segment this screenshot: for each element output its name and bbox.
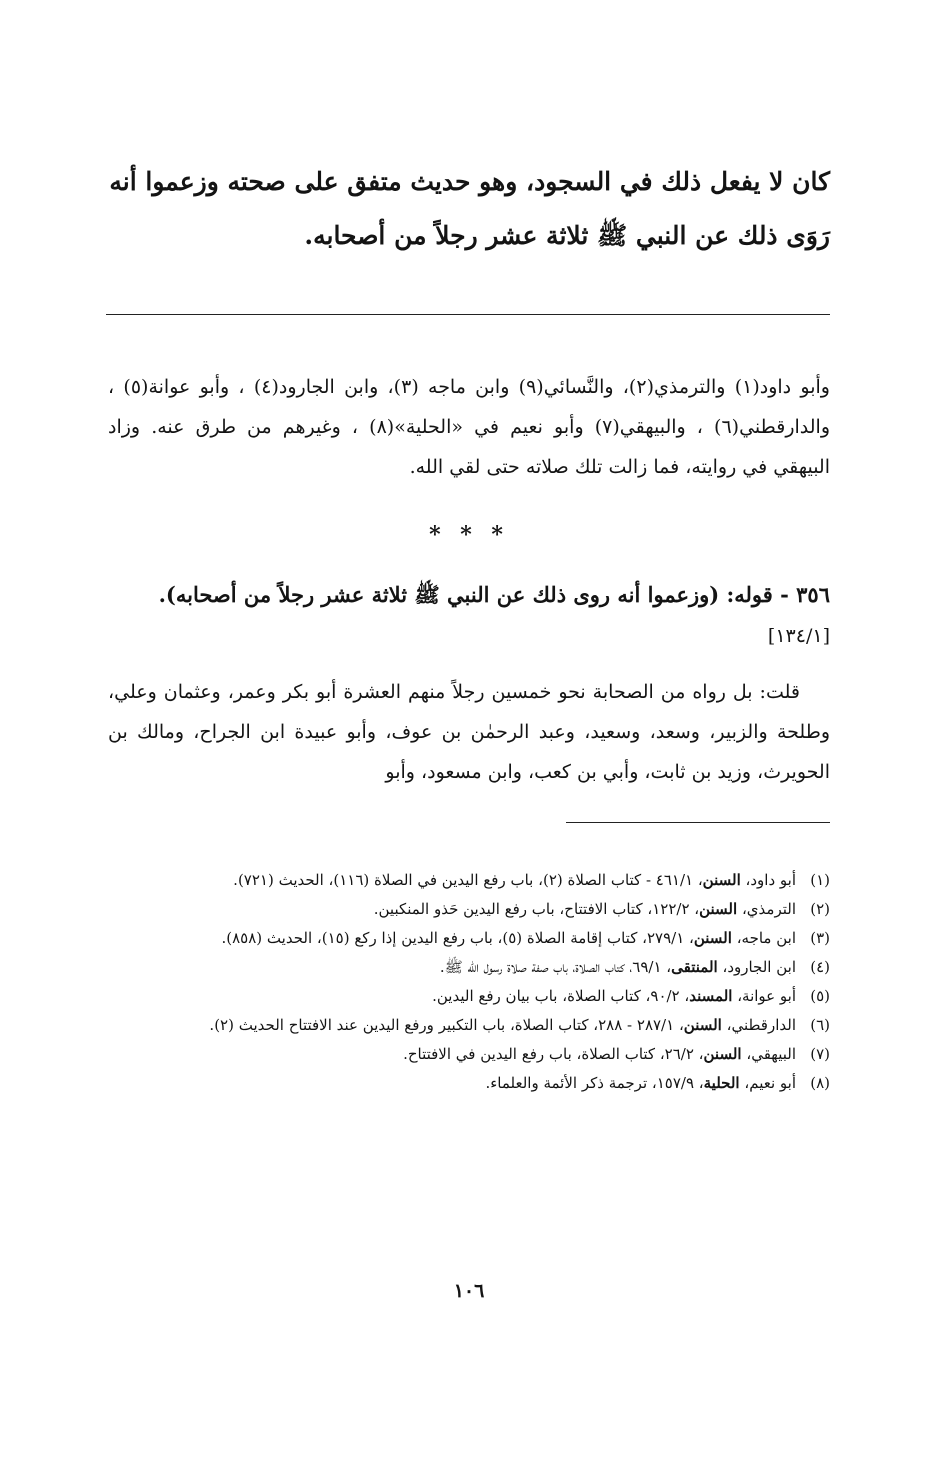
footnote (108, 1069, 830, 1098)
footnotes (108, 866, 830, 1098)
footnote-author: ابن ماجه، (731, 929, 796, 947)
footnote (108, 1011, 830, 1040)
footnote-divider (566, 822, 830, 823)
footnote-rest: ، ٩٠/٢، كتاب الصلاة، باب بيان رفع اليدين. (432, 987, 690, 1005)
top-paragraph: وأبو داود(١) والترمذي(٢)، والنَّسائي(٩) وابن ماجه (٣)، وابن الجارود(٤) ، وأبو عوانة(٥) ، والدارقطني(٦) ، والبيهقي(٧) وأبو نعيم في «الحلية»(٨) ، وغيرهم من طرق عنه. وزاد البيهقي في روايته، فما زالت تلك صلاته حتى لقي الله. (108, 376, 830, 478)
footnote-number: (٣) (810, 929, 830, 947)
footnote-rest: ، ٤٦١/١ - كتاب الصلاة (٢)، باب رفع اليدين في الصلاة (١١٦)، الحديث (٧٢١). (233, 871, 703, 889)
footnote (108, 895, 830, 924)
footnote-book: السنن (683, 1016, 722, 1034)
footnote-rest: ، ٢٧٩/١، كتاب إقامة الصلاة (٥)، باب رفع اليدين إذا ركع (١٥)، الحديث (٨٥٨). (221, 929, 694, 947)
footnote-rest: ، ١٥٧/٩، ترجمة ذكر الأئمة والعلماء. (485, 1074, 704, 1092)
footnote-author: أبو نعيم، (739, 1074, 796, 1092)
footnote (108, 866, 830, 895)
footnote (108, 924, 830, 953)
top-divider (106, 314, 830, 315)
footnote-rest: ، ٢٨٧/١ - ٢٨٨، كتاب الصلاة، باب التكبير ورفع اليدين عند الافتتاح الحديث (٢). (209, 1016, 684, 1034)
item-heading: ٣٥٦ - قوله: (وزعموا أنه روى ذلك عن النبي ﷺ ثلاثة عشر رجلاً من أصحابه). (158, 582, 830, 607)
footnote-rest: ، ٦٩/١، كتاب الصلاة، باب صفة صلاة رسول الله ﷺ. (439, 958, 672, 976)
footnote-number: (٨) (810, 1074, 830, 1092)
footnote-book: الحلية (703, 1074, 740, 1092)
page-number: ١٠٦ (453, 1280, 485, 1302)
commentary-item (108, 574, 830, 792)
item-reference: [١٣٤/١] (767, 625, 830, 647)
footnote-book: السنن (702, 871, 741, 889)
matn-line-1: كان لا يفعل ذلك في السجود، وهو حديث متفق على صحته وزعموا أنه (109, 167, 830, 196)
footnote-author: أبو داود، (740, 871, 796, 889)
footnote-author: ابن الجارود، (717, 958, 796, 976)
footnote (108, 1040, 830, 1069)
footnote-number: (٢) (810, 900, 830, 918)
footnote-number: (٧) (810, 1045, 830, 1063)
section-separator: * * * (429, 522, 509, 548)
footnote-author: البيهقي، (741, 1045, 796, 1063)
footnote-book: السنن (703, 1045, 742, 1063)
footnote-author: أبو عوانة، (732, 987, 796, 1005)
footnote-book: السنن (699, 900, 738, 918)
footnote-rest: ، ٢٦/٢، كتاب الصلاة، باب رفع اليدين في الافتتاح. (403, 1045, 704, 1063)
footnote-number: (٦) (810, 1016, 830, 1034)
footnote-rest: ، ١٢٢/٢، كتاب الافتتاح، باب رفع اليدين حَذو المنكبين. (373, 900, 700, 918)
footnote (108, 953, 830, 982)
footnote-number: (٤) (810, 958, 830, 976)
footnote (108, 982, 830, 1011)
footnote-number: (١) (810, 871, 830, 889)
matn-line-2: رَوَى ذلك عن النبي ﷺ ثلاثة عشر رجلاً من أصحابه. (304, 221, 830, 250)
footnote-author: الترمذي، (737, 900, 796, 918)
footnote-book: المسند (689, 987, 733, 1005)
footnote-book: المنتقى (671, 958, 718, 976)
footnote-number: (٥) (810, 987, 830, 1005)
footnote-author: الدارقطني، (721, 1016, 796, 1034)
footnote-book: السنن (693, 929, 732, 947)
item-body: قلت: بل رواه من الصحابة نحو خمسين رجلاً منهم العشرة أبو بكر وعمر، وعثمان وعلي، وطلحة والزبير، وسعد، وسعيد، وعبد الرحمٰن بن عوف، وأبو عبيدة ابن الجراح، ومالك بن الحويرث، وزيد بن ثابت، وأبي بن كعب، وابن مسعود، وأبو (108, 681, 830, 783)
